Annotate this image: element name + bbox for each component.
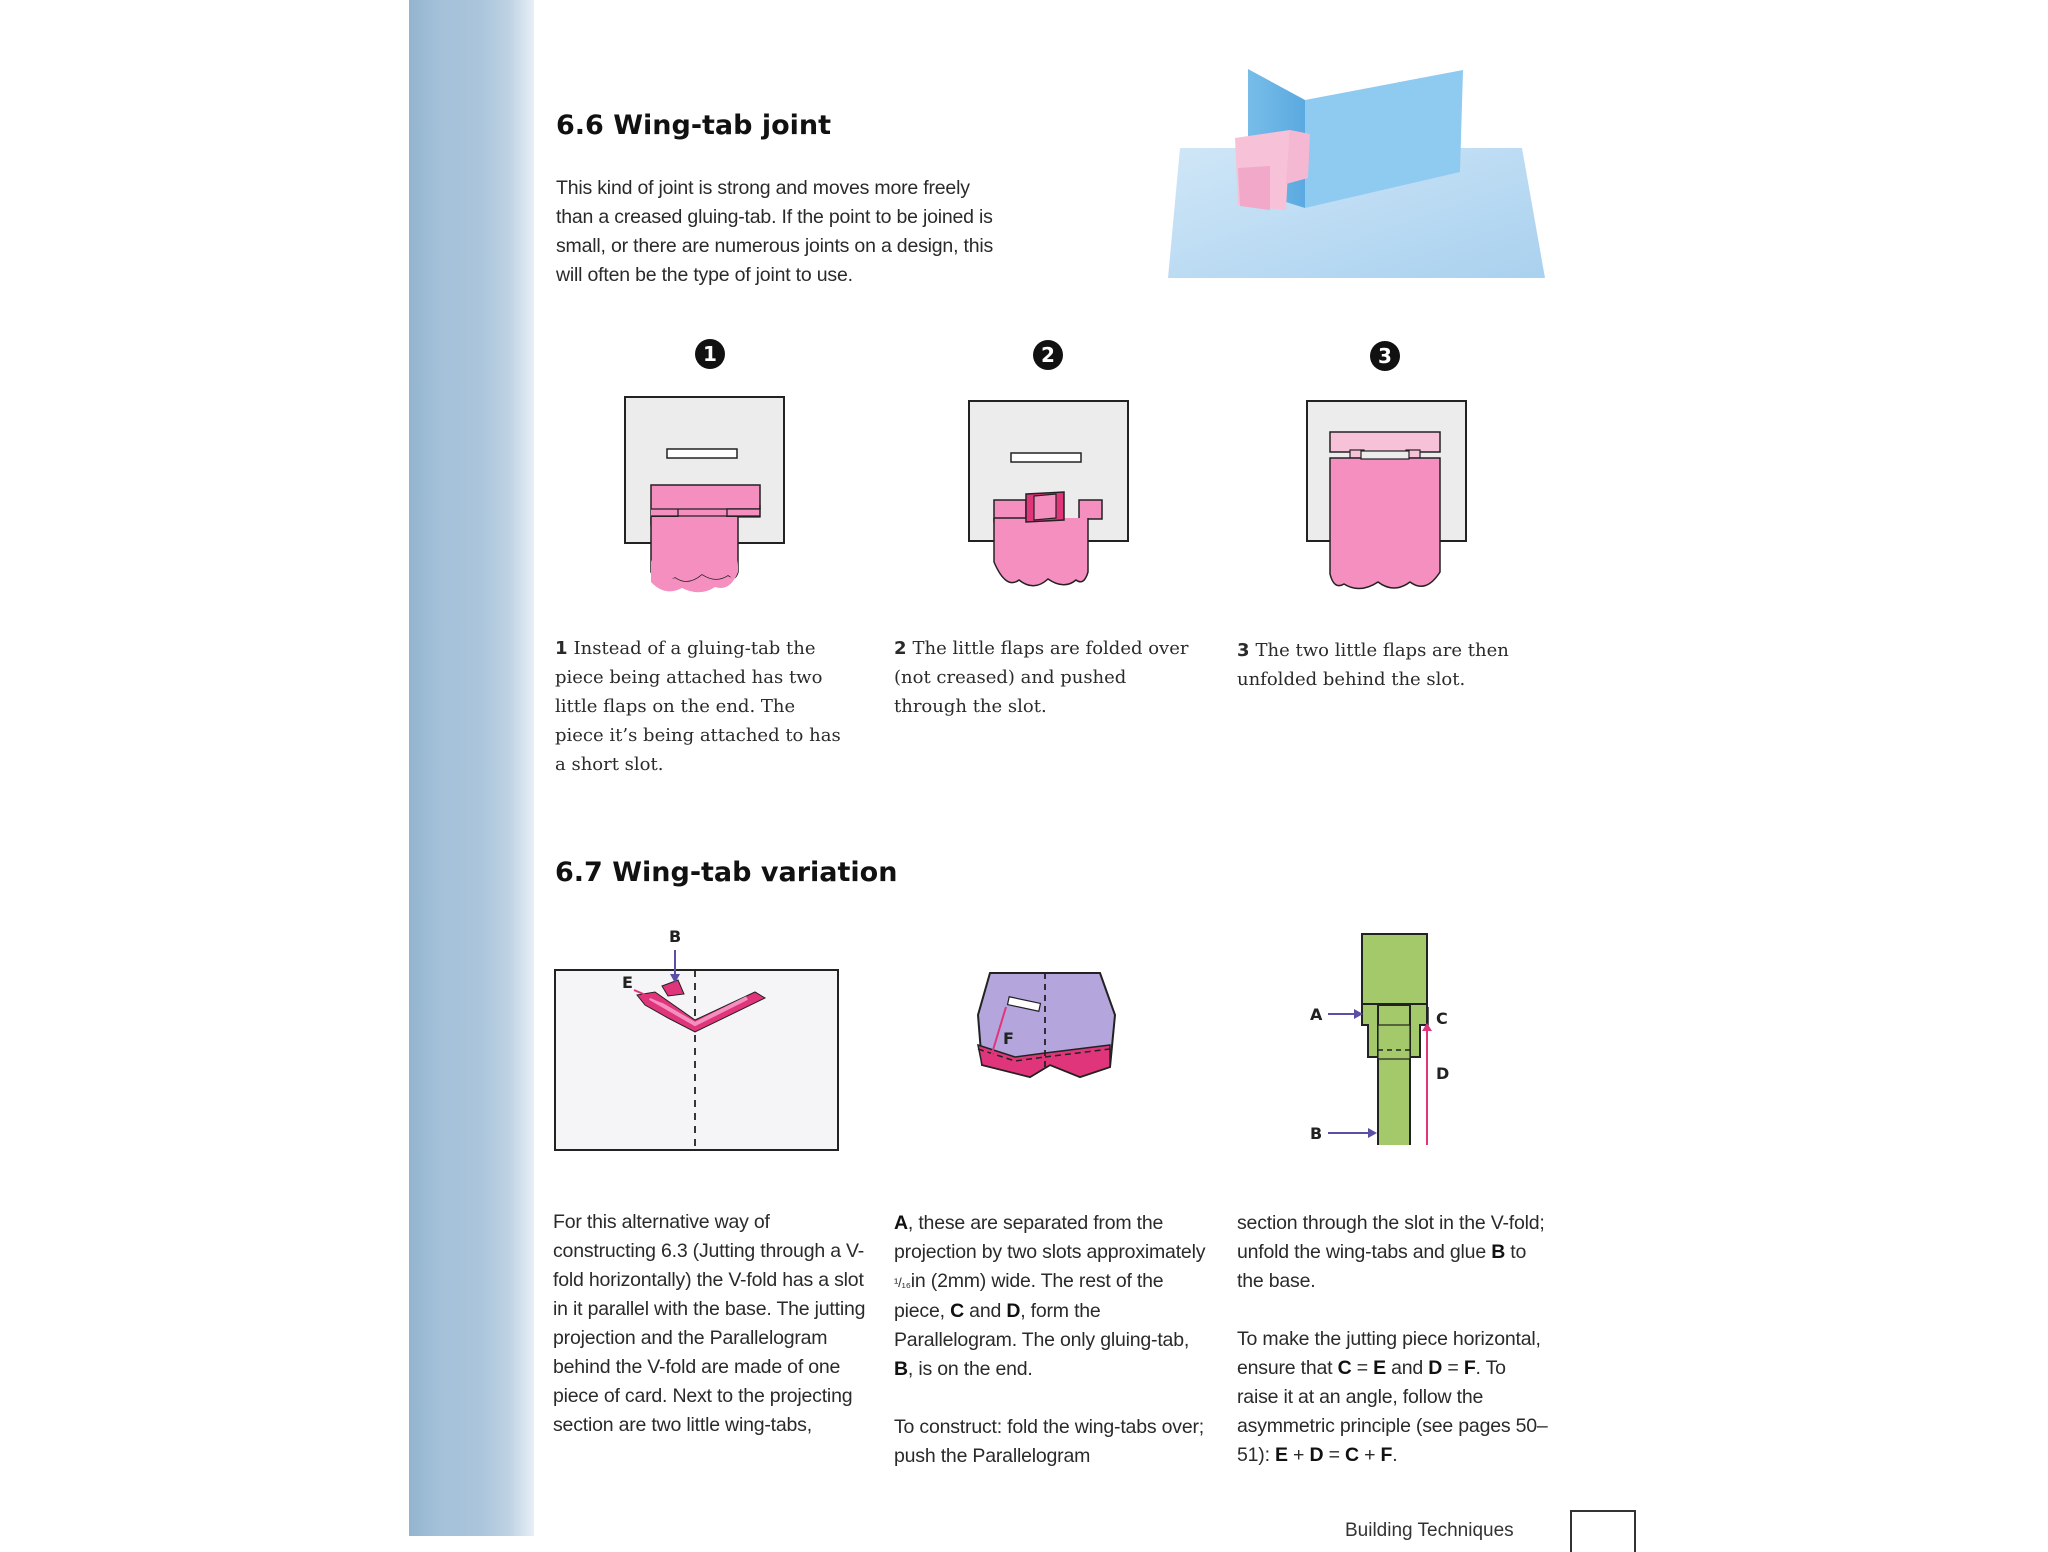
- attached-piece: [1330, 458, 1440, 589]
- section-heading-6-7: 6.7 Wing-tab variation: [555, 857, 898, 888]
- parallelogram-piece-diagram: [970, 965, 1120, 1105]
- slot: [1011, 453, 1081, 462]
- step-2-badge: 2: [1033, 340, 1063, 370]
- step-2-caption: [894, 634, 1204, 721]
- label-f: F: [1003, 1029, 1014, 1048]
- variation-col3-para-2: To make the jutting piece horizontal, ensure that C = E and D = F. To raise it at an angle, follow the asymmetric principle (see pages 50–51): E + D = C + F.: [1237, 1328, 1548, 1466]
- label-c: C: [1436, 1009, 1448, 1028]
- step-3-text: The two little flaps are then unfolded behind the slot.: [1237, 640, 1509, 690]
- label-b: B: [669, 927, 682, 946]
- section-heading-6-6: 6.6 Wing-tab joint: [556, 110, 832, 141]
- step-3-number: 3: [1237, 640, 1250, 661]
- step-3-badge: 3: [1370, 341, 1400, 371]
- v-fold-card-diagram: [550, 920, 850, 1155]
- step-1-badge: 1: [695, 339, 725, 369]
- variation-text-column-2: [894, 1209, 1206, 1471]
- step-3-diagram: [1302, 396, 1472, 606]
- variation-col1-text: For this alternative way of constructing 6.3 (Jutting through a V-fold horizontally) the V-fold has a slot in it parallel with the base. The jutting projection and the Parallelogram behind the V-fold are made of one piece of card. Next to the projecting section are two little wing-tabs,: [553, 1211, 866, 1436]
- variation-col2-para-1: A, these are separated from the projection by two slots approximately ¹/₁₆in (2mm) wide. The rest of the piece, C and D, form the Parallelogram. The only gluing-tab, B, is on the end.: [894, 1212, 1206, 1380]
- book-binding-gutter: [409, 0, 534, 1536]
- section-intro-6-6: This kind of joint is strong and moves more freely than a creased gluing-tab. If the point to be joined is small, or there are numerous joints on a design, this will often be the type of joint to use.: [556, 177, 994, 286]
- running-footer: Building Techniques: [1345, 1520, 1514, 1541]
- step-1-caption: [555, 634, 845, 779]
- base-card: [555, 970, 838, 1150]
- variation-col3-para-1: section through the slot in the V-fold; unfold the wing-tabs and glue B to the base.: [1237, 1212, 1545, 1292]
- photo-popup-card: [1160, 60, 1560, 290]
- slot: [667, 449, 737, 458]
- step-2-number: 2: [894, 638, 907, 659]
- step-1-number: 1: [555, 638, 568, 659]
- label-a: A: [1310, 1005, 1323, 1024]
- step-1-diagram: [620, 392, 790, 602]
- margin-outside-page: [0, 0, 410, 1536]
- step-2-text: The little flaps are folded over (not creased) and pushed through the slot.: [894, 638, 1189, 717]
- label-b-net: B: [1310, 1124, 1323, 1143]
- jutting-piece-net-diagram: [1300, 925, 1470, 1145]
- variation-col2-para-2: To construct: fold the wing-tabs over; push the Parallelogram: [894, 1416, 1204, 1467]
- step-2-diagram: [964, 396, 1134, 606]
- arrow-to-gluing-tab: [1300, 1117, 1400, 1147]
- variation-text-column-1: [553, 1208, 873, 1440]
- attached-piece: [994, 518, 1088, 586]
- label-d: D: [1436, 1064, 1450, 1083]
- step-1-text: Instead of a gluing-tab the piece being attached has two little flaps on the end. The piece it’s being attached to has a short slot.: [555, 638, 841, 775]
- step-3-caption: [1237, 636, 1567, 694]
- page-number-box: [1570, 1510, 1636, 1552]
- unfolded-flaps: [1330, 432, 1440, 452]
- variation-text-column-3: [1237, 1209, 1549, 1470]
- label-e: E: [622, 973, 633, 992]
- attached-piece: [651, 517, 738, 582]
